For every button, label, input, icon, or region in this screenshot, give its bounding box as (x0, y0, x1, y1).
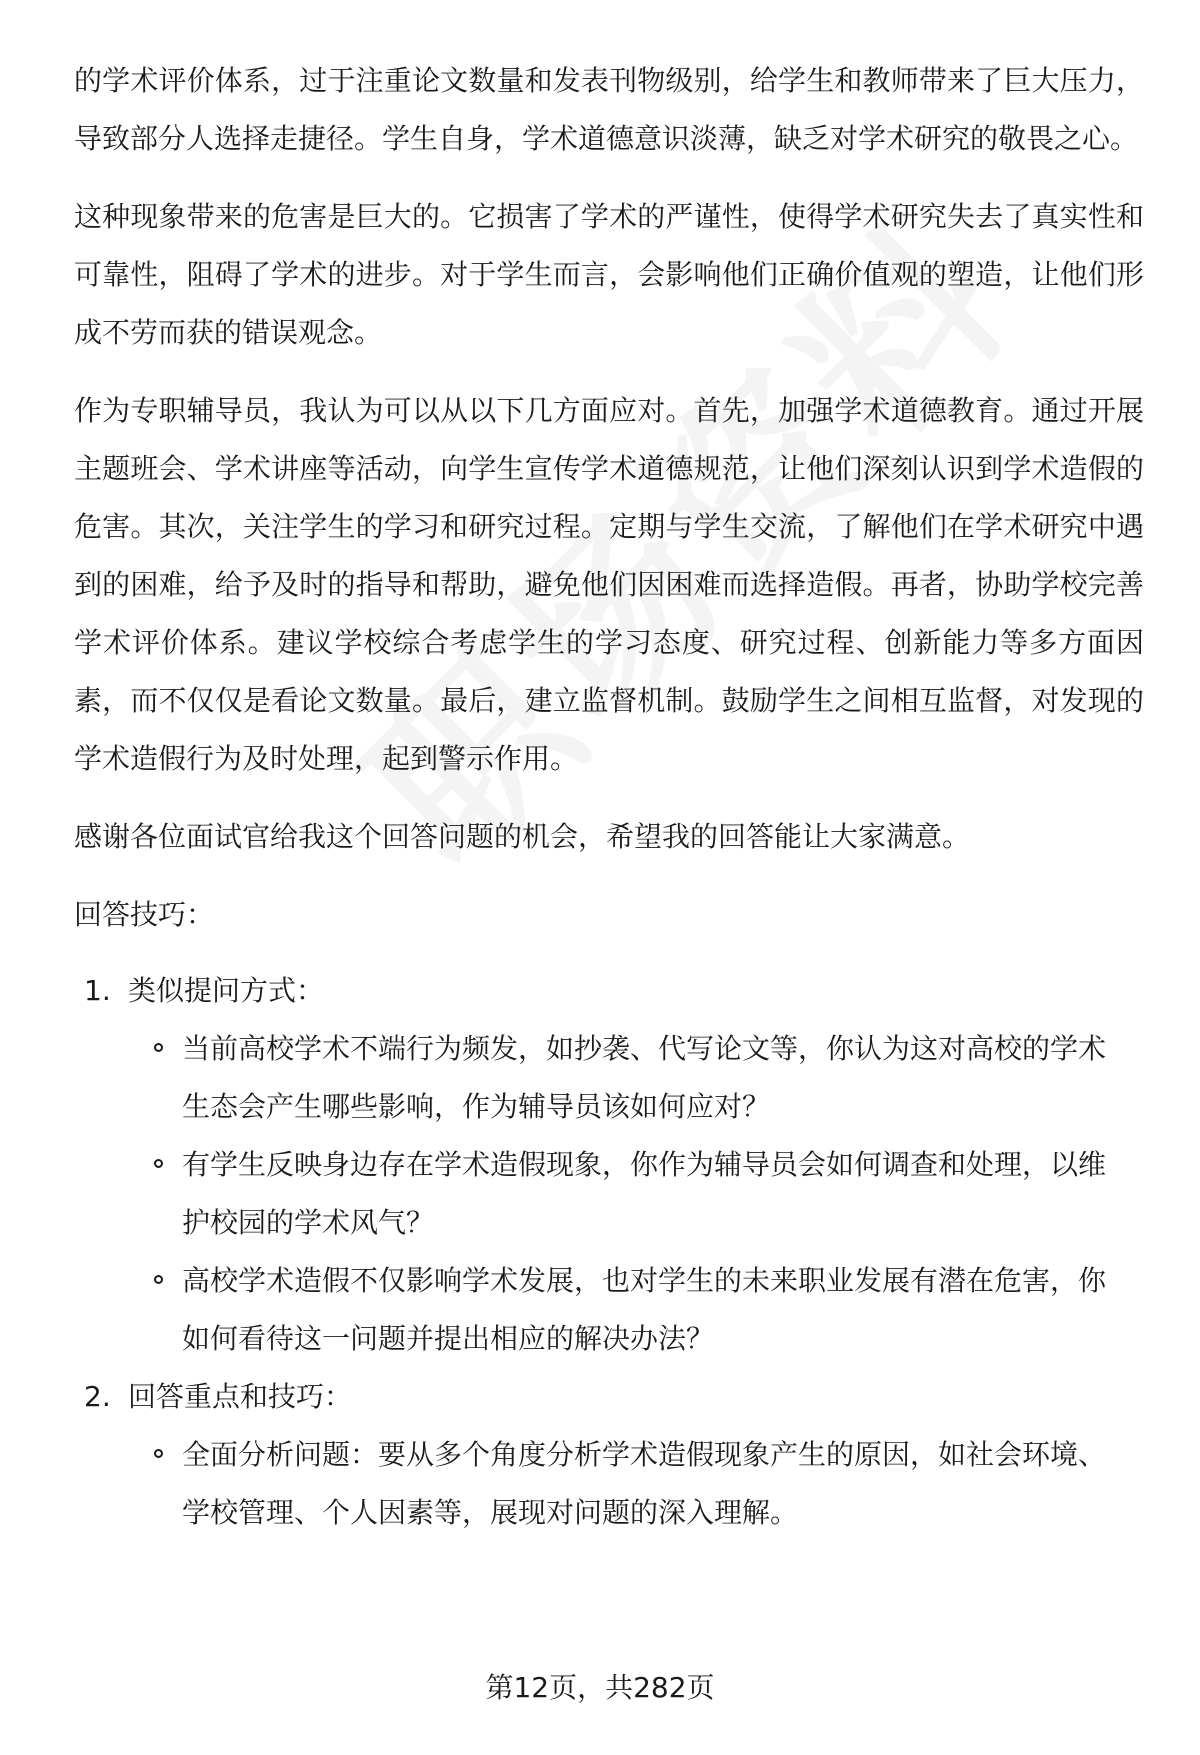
sub-list-item (74, 1136, 1144, 1252)
sub-list-item-text: 全面分析问题：要从多个角度分析学术造假现象产生的原因，如社会环境、学校管理、个人因素等，展现对问题的深入理解。 (182, 1438, 1107, 1529)
sub-list-item (74, 1426, 1144, 1542)
tips-list (74, 962, 1144, 1542)
list-item-title: 回答重点和技巧： (128, 1380, 353, 1413)
list-number: 2. (84, 1380, 111, 1413)
document-body (74, 52, 1144, 1542)
sub-list (128, 1426, 1144, 1542)
list-item (74, 962, 1144, 1368)
paragraph: 这种现象带来的危害是巨大的。它损害了学术的严谨性，使得学术研究失去了真实性和可靠性，阻碍了学术的进步。对于学生而言，会影响他们正确价值观的塑造，让他们形成不劳而获的错误观念。 (74, 200, 1144, 349)
hollow-bullet-icon (154, 1275, 163, 1284)
sub-list-item (74, 1252, 1144, 1368)
paragraph: 作为专职辅导员，我认为可以从以下几方面应对。首先，加强学术道德教育。通过开展主题班会、学术讲座等活动，向学生宣传学术道德规范，让他们深刻认识到学术造假的危害。其次，关注学生的学习和研究过程。定期与学生交流，了解他们在学术研究中遇到的困难，给予及时的指导和帮助，避免他们因困难而选择造假。再者，协助学校完善学术评价体系。建议学校综合考虑学生的学习态度、研究过程、创新能力等多方面因素，而不仅仅是看论文数量。最后，建立监督机制。鼓励学生之间相互监督，对发现的学术造假行为及时处理，起到警示作用。 (74, 394, 1144, 775)
list-item (74, 1368, 1144, 1542)
hollow-bullet-icon (154, 1043, 163, 1052)
page-number-footer: 第12页，共282页 (485, 1671, 715, 1704)
sub-list-item-text: 有学生反映身边存在学术造假现象，你作为辅导员会如何调查和处理，以维护校园的学术风气？ (182, 1148, 1107, 1239)
hollow-bullet-icon (154, 1449, 163, 1458)
hollow-bullet-icon (154, 1159, 163, 1168)
sub-list-item-text: 高校学术造假不仅影响学术发展，也对学生的未来职业发展有潜在危害，你如何看待这一问题并提出相应的解决办法？ (182, 1264, 1107, 1355)
paragraph: 感谢各位面试官给我这个回答问题的机会，希望我的回答能让大家满意。 (74, 820, 971, 853)
sub-list (128, 1020, 1144, 1368)
tips-heading: 回答技巧： (74, 898, 215, 931)
paragraph: 的学术评价体系，过于注重论文数量和发表刊物级别，给学生和教师带来了巨大压力，导致部分人选择走捷径。学生自身，学术道德意识淡薄，缺乏对学术研究的敬畏之心。 (74, 64, 1144, 155)
list-number: 1. (84, 974, 111, 1007)
sub-list-item-text: 当前高校学术不端行为频发，如抄袭、代写论文等，你认为这对高校的学术生态会产生哪些影响，作为辅导员该如何应对？ (182, 1032, 1107, 1123)
sub-list-item (74, 1020, 1144, 1136)
list-item-title: 类似提问方式： (128, 974, 325, 1007)
